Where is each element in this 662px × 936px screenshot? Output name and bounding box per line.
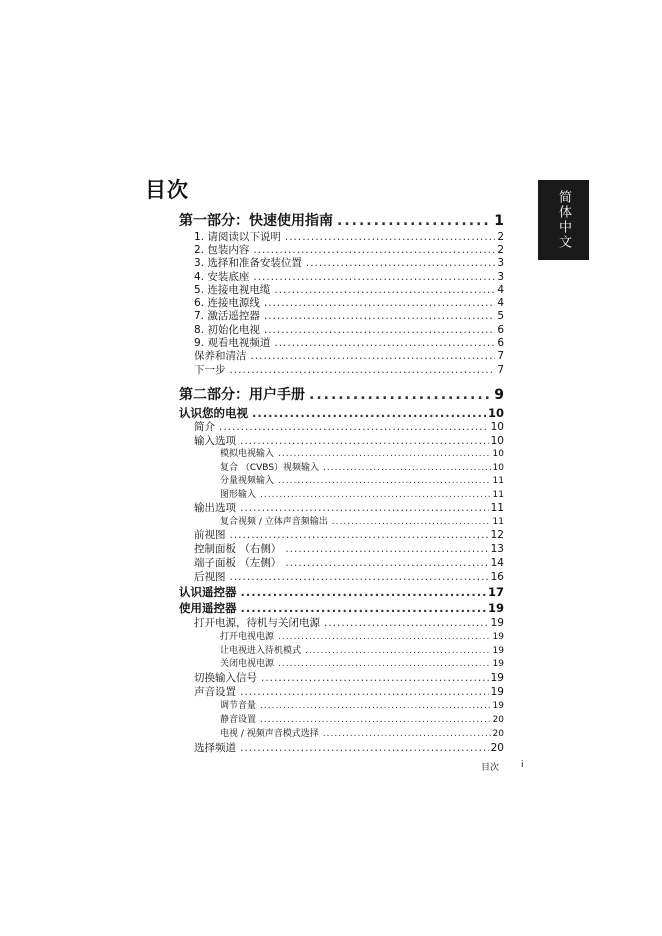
toc-entry-label: 打开电源，待机与关闭电源 [194,617,320,629]
toc-leader-dots [337,213,492,229]
toc-entry-page: 19 [490,686,504,698]
toc-entry[interactable] [194,308,504,323]
toc-entry[interactable] [179,584,504,600]
toc-entry[interactable] [220,698,504,711]
toc-leader-dots [278,476,491,486]
toc-entry-label: 下一步 [194,364,226,376]
toc-leader-dots [264,310,495,322]
toc-entry-page: 19 [492,646,504,656]
toc-entry-label: 第二部分：用户手册 [179,387,305,403]
toc-entry[interactable] [220,473,504,486]
toc-entry-page: 2 [497,244,504,256]
toc-entry[interactable] [179,384,504,404]
toc-leader-dots [305,646,491,656]
toc-entry-label: 简介 [194,421,215,433]
toc-entry-label: 模拟电视输入 [220,449,275,459]
toc-leader-dots [278,632,491,642]
toc-entry[interactable] [220,643,504,656]
toc-entry-page: 20 [492,715,504,725]
toc-entry-page: 10 [490,421,504,433]
toc-leader-dots [241,601,486,615]
toc-entry-label: 3. 选择和准备安装位置 [194,257,302,269]
toc-leader-dots [240,686,489,698]
toc-entry[interactable] [220,446,504,459]
toc-entry[interactable] [220,712,504,725]
toc-entry-label: 图形输入 [220,490,257,500]
toc-entry-label: 使用遥控器 [179,601,237,615]
toc-leader-dots [260,715,491,725]
toc-entry[interactable] [194,569,504,584]
toc-entry-label: 复合 （CVBS）视频输入 [220,463,320,473]
toc-leader-dots [251,350,496,362]
toc-entry[interactable] [194,500,504,515]
language-tab-label: 简体中文 [556,190,571,250]
toc-entry-label: 保养和清洁 [194,350,247,362]
toc-entry-label: 后视图 [194,571,226,583]
toc-entry[interactable] [220,629,504,642]
toc-leader-dots [323,463,491,473]
toc-entry-label: 认识遥控器 [179,585,237,599]
toc-entry-page: 3 [497,257,504,269]
toc-entry[interactable] [194,419,504,434]
toc-entry-page: 11 [492,490,504,500]
toc-entry-label: 让电视进入待机模式 [220,646,302,656]
toc-entry-page: 19 [492,701,504,711]
toc-entry-page: 19 [492,659,504,669]
toc-entry-label: 打开电视电源 [220,632,275,642]
toc-entry-label: 关闭电视电源 [220,659,275,669]
toc-entry-label: 选择频道 [194,742,236,754]
toc-entry-page: 6 [497,324,504,336]
toc-entry-page: 10 [487,406,504,420]
toc-leader-dots [219,421,489,433]
footer-page-number: i [521,760,524,770]
toc-entry[interactable] [194,541,504,556]
toc-leader-dots [332,517,491,527]
toc-leader-dots [260,701,491,711]
toc-entry-page: 6 [497,337,504,349]
toc-leader-dots [252,406,486,420]
toc-entry-label: 分量视频输入 [220,476,275,486]
toc-entry-page: 20 [492,729,504,739]
toc-entry-label: 4. 安装底座 [194,271,250,283]
toc-entry-page: 11 [492,476,504,486]
toc-entry-page: 13 [490,543,504,555]
toc-leader-dots [285,557,488,569]
toc-leader-dots [240,742,489,754]
toc-entry[interactable] [194,362,504,377]
toc-entry-page: 4 [497,284,504,296]
toc-entry-page: 4 [497,297,504,309]
toc-leader-dots [230,364,496,376]
toc-entry-page: 20 [490,742,504,754]
toc-leader-dots [324,617,489,629]
toc-entry[interactable] [194,684,504,699]
toc-entry-page: 11 [492,517,504,527]
toc-entry-page: 19 [490,672,504,684]
toc-entry-page: 19 [490,617,504,629]
toc-entry-page: 10 [492,449,504,459]
toc-entry-page: 3 [497,271,504,283]
toc-entry[interactable] [220,487,504,500]
toc-entry[interactable] [220,726,504,739]
toc-entry-label: 9. 观看电视频道 [194,337,271,349]
toc-entry[interactable] [179,210,504,230]
toc-leader-dots [260,490,491,500]
toc-entry-page: 10 [492,463,504,473]
toc-leader-dots [323,729,491,739]
toc-entry-page: 19 [487,601,504,615]
toc-entry-label: 第一部分：快速使用指南 [179,213,333,229]
toc-entry-label: 声音设置 [194,686,236,698]
toc-leader-dots [241,585,486,599]
toc-entry-page: 17 [487,585,504,599]
toc-entry-label: 调节音量 [220,701,257,711]
toc-entry[interactable] [194,348,504,363]
toc-entry-label: 输出选项 [194,502,236,514]
toc-entry-label: 1. 请阅读以下说明 [194,231,281,243]
toc-entry-label: 电视 / 视频声音模式选择 [220,729,319,739]
toc-leader-dots [240,502,489,514]
toc-entry[interactable] [220,656,504,669]
toc-leader-dots [278,449,491,459]
toc-entry-page: 11 [490,502,504,514]
toc-entry-label: 8. 初始化电视 [194,324,260,336]
page-title: 目次 [145,178,189,202]
toc-entry-page: 12 [490,529,504,541]
toc-entry-label: 5. 连接电视电缆 [194,284,271,296]
toc-entry-page: 5 [497,310,504,322]
toc-leader-dots [309,387,492,403]
toc-entry-page: 2 [497,231,504,243]
toc-entry-label: 前视图 [194,529,226,541]
toc-entry-page: 9 [494,387,504,403]
toc-entry[interactable] [194,615,504,630]
toc-entry[interactable] [220,514,504,527]
toc-entry-page: 7 [497,350,504,362]
toc-entry-label: 控制面板 （右侧） [194,543,282,555]
toc-entry[interactable] [194,670,504,685]
toc-entry[interactable] [194,255,504,270]
toc-entry[interactable] [220,460,504,473]
toc-entry-page: 16 [490,571,504,583]
toc-entry[interactable] [194,555,504,570]
toc-entry-label: 静音设置 [220,715,257,725]
toc-entry-label: 2. 包装内容 [194,244,250,256]
toc-leader-dots [230,529,489,541]
toc-entry-label: 7. 激活遥控器 [194,310,260,322]
toc-entry-label: 6. 连接电源线 [194,297,260,309]
toc-leader-dots [261,672,489,684]
toc-entry-page: 7 [497,364,504,376]
toc-entry-label: 复合视频 / 立体声音频输出 [220,517,328,527]
toc-entry-label: 切换输入信号 [194,672,257,684]
toc-entry-label: 端子面板 （左侧） [194,557,282,569]
toc-leader-dots [230,571,489,583]
toc-entry-page: 19 [492,632,504,642]
toc-entry-label: 输入选项 [194,435,236,447]
footer-section-label: 目次 [481,763,500,773]
toc-entry[interactable] [194,527,504,542]
toc-leader-dots [278,659,491,669]
toc-entry-label: 认识您的电视 [179,406,248,420]
toc-entry-page: 14 [490,557,504,569]
toc-entry[interactable] [194,740,504,755]
toc-leader-dots [306,257,495,269]
toc-entry-page: 10 [490,435,504,447]
toc-leader-dots [285,543,488,555]
toc-entry[interactable] [179,600,504,616]
toc-entry-page: 1 [494,213,504,229]
